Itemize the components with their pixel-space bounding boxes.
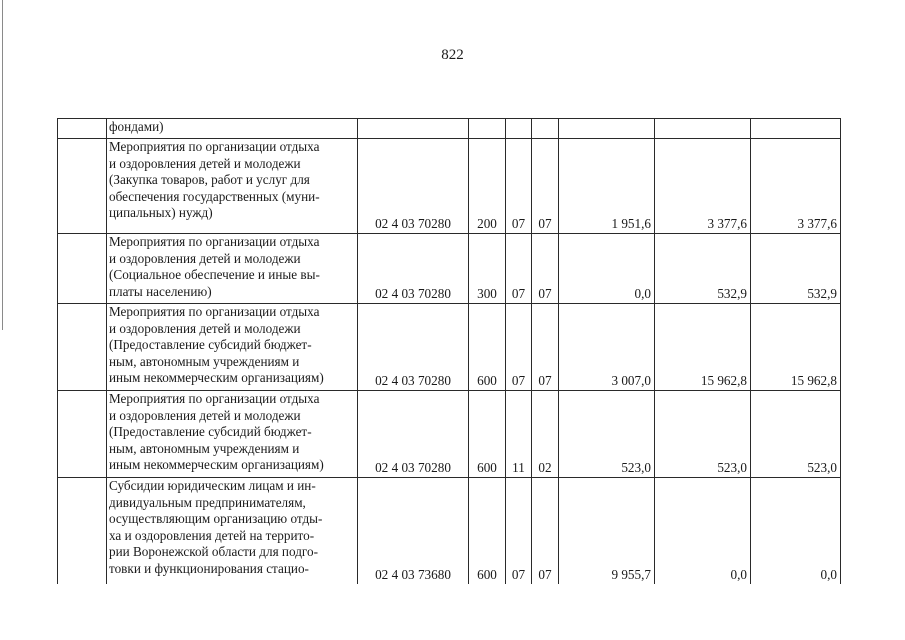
row-expense-type-cell: 600	[469, 304, 506, 391]
row-expense-type-cell: 600	[469, 478, 506, 584]
row-name-line: (Закупка товаров, работ и услуг для	[109, 172, 310, 188]
row-value-3-cell: 523,0	[751, 391, 841, 478]
row-name-line: (Социальное обеспечение и иные вы-	[109, 267, 320, 283]
row-name-line: осуществляющим организацию отды-	[109, 511, 323, 527]
row-subsection-cell	[532, 119, 559, 139]
row-value-2-cell: 532,9	[655, 234, 751, 304]
table-row	[58, 304, 841, 391]
row-name-cell	[107, 139, 358, 234]
row-name-line: товки и функционирования стацио-	[109, 560, 309, 576]
table-body	[58, 119, 841, 584]
row-value-2-cell: 0,0	[655, 478, 751, 584]
row-name-cell	[107, 234, 358, 304]
row-section-cell: 11	[506, 391, 532, 478]
row-name-line: ным, автономным учреждениям и	[109, 353, 300, 369]
row-name-line: и оздоровления детей и молодежи	[109, 320, 301, 336]
row-name-line: фондами)	[109, 119, 164, 134]
row-section-cell: 07	[506, 478, 532, 584]
row-value-2-cell: 523,0	[655, 391, 751, 478]
row-code-cell: 02 4 03 70280	[358, 304, 469, 391]
row-value-3-cell	[751, 119, 841, 139]
row-expense-type-cell: 600	[469, 391, 506, 478]
row-value-1-cell: 9 955,7	[559, 478, 655, 584]
row-name-line: платы населению)	[109, 283, 212, 299]
row-section-cell: 07	[506, 234, 532, 304]
row-blank-cell	[58, 119, 107, 139]
row-section-cell: 07	[506, 304, 532, 391]
row-expense-type-cell: 300	[469, 234, 506, 304]
row-name-cell	[107, 119, 358, 139]
row-subsection-cell: 07	[532, 139, 559, 234]
row-name-cell	[107, 478, 358, 584]
row-value-1-cell: 3 007,0	[559, 304, 655, 391]
row-name-cell	[107, 304, 358, 391]
table-row	[58, 391, 841, 478]
row-blank-cell	[58, 391, 107, 478]
table-row	[58, 234, 841, 304]
row-name-cell	[107, 391, 358, 478]
table-row	[58, 139, 841, 234]
row-blank-cell	[58, 139, 107, 234]
row-name-line: иным некоммерческим организациям)	[109, 370, 324, 386]
table-row	[58, 478, 841, 584]
budget-table	[57, 118, 841, 584]
row-name-line: Субсидии юридическим лицам и ин-	[109, 478, 316, 493]
row-name-line: ха и оздоровления детей на террито-	[109, 527, 315, 543]
row-section-cell	[506, 119, 532, 139]
row-name-line: обеспечения государственных (муни-	[109, 188, 320, 204]
row-name-line: ципальных) нужд)	[109, 205, 213, 221]
row-subsection-cell: 07	[532, 234, 559, 304]
row-name-line: Мероприятия по организации отдыха	[109, 391, 320, 406]
row-name-line: рии Воронежской области для подго-	[109, 544, 318, 560]
row-blank-cell	[58, 478, 107, 584]
row-blank-cell	[58, 234, 107, 304]
table-row	[58, 119, 841, 139]
row-name-line: иным некоммерческим организациям)	[109, 457, 324, 473]
row-value-1-cell: 1 951,6	[559, 139, 655, 234]
row-expense-type-cell: 200	[469, 139, 506, 234]
row-name-line: ным, автономным учреждениям и	[109, 440, 300, 456]
page-number: 822	[441, 47, 464, 63]
row-section-cell: 07	[506, 139, 532, 234]
row-name-line: и оздоровления детей и молодежи	[109, 250, 301, 266]
row-name-line: Мероприятия по организации отдыха	[109, 304, 320, 319]
row-name-line: и оздоровления детей и молодежи	[109, 155, 301, 171]
row-value-2-cell: 15 962,8	[655, 304, 751, 391]
row-code-cell: 02 4 03 70280	[358, 234, 469, 304]
row-expense-type-cell	[469, 119, 506, 139]
row-code-cell: 02 4 03 70280	[358, 139, 469, 234]
row-code-cell: 02 4 03 70280	[358, 391, 469, 478]
row-subsection-cell: 07	[532, 304, 559, 391]
row-name-line: дивидуальным предпринимателям,	[109, 494, 306, 510]
row-value-1-cell: 0,0	[559, 234, 655, 304]
row-name-line: Мероприятия по организации отдыха	[109, 139, 320, 154]
row-blank-cell	[58, 304, 107, 391]
row-name-line: (Предоставление субсидий бюджет-	[109, 337, 312, 353]
row-value-2-cell: 3 377,6	[655, 139, 751, 234]
row-value-3-cell: 3 377,6	[751, 139, 841, 234]
row-value-3-cell: 15 962,8	[751, 304, 841, 391]
row-name-line: (Предоставление субсидий бюджет-	[109, 424, 312, 440]
row-value-2-cell	[655, 119, 751, 139]
row-name-line: и оздоровления детей и молодежи	[109, 407, 301, 423]
row-value-3-cell: 532,9	[751, 234, 841, 304]
row-value-1-cell	[559, 119, 655, 139]
row-subsection-cell: 02	[532, 391, 559, 478]
row-code-cell: 02 4 03 73680	[358, 478, 469, 584]
row-value-3-cell: 0,0	[751, 478, 841, 584]
row-value-1-cell: 523,0	[559, 391, 655, 478]
row-code-cell	[358, 119, 469, 139]
row-name-line: Мероприятия по организации отдыха	[109, 234, 320, 249]
row-subsection-cell: 07	[532, 478, 559, 584]
